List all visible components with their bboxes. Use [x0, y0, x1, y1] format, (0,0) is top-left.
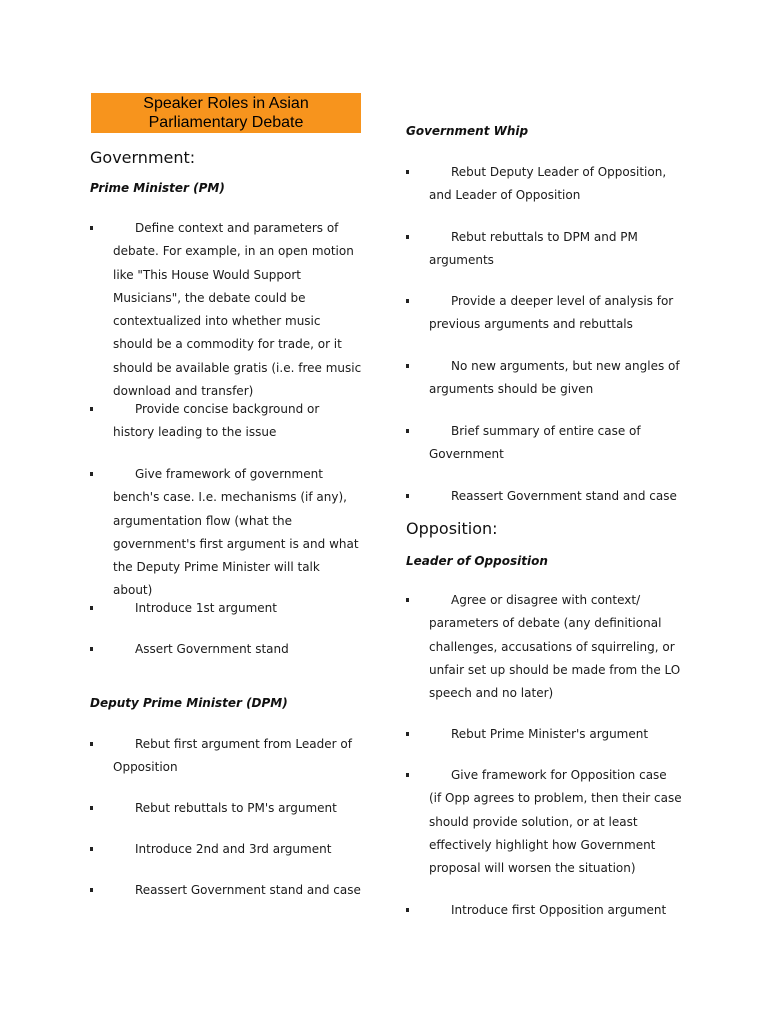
bullet-icon [90, 472, 93, 476]
list-item-text: Rebut Prime Minister's argument [451, 727, 649, 741]
bullet-icon [406, 429, 409, 433]
bullet-icon [90, 806, 93, 810]
list-item-text: Define context and parameters of debate. For example, in an open motion like "This House Would Support Musicians", the debate could be contextualized into whether music should be a commodity for trade, or it should be available gratis (i.e. free music download and transfer) [113, 221, 362, 399]
list-item-text: Give framework of government bench's case. I.e. mechanisms (if any), argumentation flow (what the government's first argument is and what the Deputy Prime Minister will talk about) [113, 467, 359, 598]
bullet-icon [406, 773, 409, 777]
list-item [90, 733, 362, 780]
deputy-prime-minister-heading: Deputy Prime Minister (DPM) [90, 696, 288, 710]
bullet-icon [406, 364, 409, 368]
list-item [406, 355, 682, 402]
government-whip-heading: Government Whip [406, 124, 529, 138]
bullet-icon [406, 235, 409, 239]
list-item-text: Rebut rebuttals to DPM and PM arguments [429, 230, 638, 268]
title-line-2: Parliamentary Debate [148, 114, 304, 131]
list-item [90, 597, 362, 620]
list-item-text: Reassert Government stand and case [135, 883, 361, 897]
list-item-text: Introduce first Opposition argument [451, 903, 667, 917]
list-item-text: Brief summary of entire case of Government [429, 424, 641, 462]
list-item-text: Assert Government stand [135, 642, 289, 656]
list-item-text: Give framework for Opposition case (if Opp agrees to problem, then their case should provide solution, or at least effectively highlight how Government proposal will worsen the situation) [429, 768, 682, 876]
list-item [406, 226, 682, 273]
bullet-icon [406, 598, 409, 602]
list-item [406, 723, 682, 746]
list-item [406, 485, 682, 508]
title-line-1: Speaker Roles in Asian [143, 95, 309, 112]
bullet-icon [406, 732, 409, 736]
bullet-icon [90, 407, 93, 411]
list-item [90, 463, 362, 603]
opposition-heading: Opposition: [406, 519, 498, 538]
list-item-text: Rebut rebuttals to PM's argument [135, 801, 337, 815]
list-item [90, 638, 362, 661]
document-title [91, 93, 361, 133]
list-item-text: Reassert Government stand and case [451, 489, 677, 503]
list-item-text: Provide a deeper level of analysis for previous arguments and rebuttals [429, 294, 674, 332]
list-item-text: Rebut Deputy Leader of Opposition, and Leader of Opposition [429, 165, 667, 203]
list-item [406, 420, 682, 467]
list-item-text: Introduce 2nd and 3rd argument [135, 842, 332, 856]
list-item [90, 217, 362, 403]
list-item [406, 161, 682, 208]
list-item [90, 879, 362, 902]
bullet-icon [90, 888, 93, 892]
list-item [406, 899, 682, 922]
list-item-text: Rebut first argument from Leader of Opposition [113, 737, 352, 775]
leader-of-opposition-heading: Leader of Opposition [406, 554, 548, 568]
list-item-text: Introduce 1st argument [135, 601, 277, 615]
bullet-icon [406, 170, 409, 174]
prime-minister-heading: Prime Minister (PM) [90, 181, 225, 195]
bullet-icon [90, 847, 93, 851]
list-item-text: Agree or disagree with context/ parameters of debate (any definitional challenges, accusations of squirreling, or unfair set up should be made from the LO speech and no later) [429, 593, 681, 701]
bullet-icon [90, 742, 93, 746]
bullet-icon [90, 647, 93, 651]
bullet-icon [90, 606, 93, 610]
government-heading: Government: [90, 148, 196, 167]
list-item [406, 589, 682, 705]
bullet-icon [90, 226, 93, 230]
list-item [406, 290, 682, 337]
list-item-text: No new arguments, but new angles of arguments should be given [429, 359, 680, 397]
bullet-icon [406, 299, 409, 303]
bullet-icon [406, 494, 409, 498]
list-item [90, 838, 362, 861]
bullet-icon [406, 908, 409, 912]
list-item-text: Provide concise background or history leading to the issue [113, 402, 320, 440]
list-item [90, 797, 362, 820]
list-item [406, 764, 682, 880]
list-item [90, 398, 362, 445]
